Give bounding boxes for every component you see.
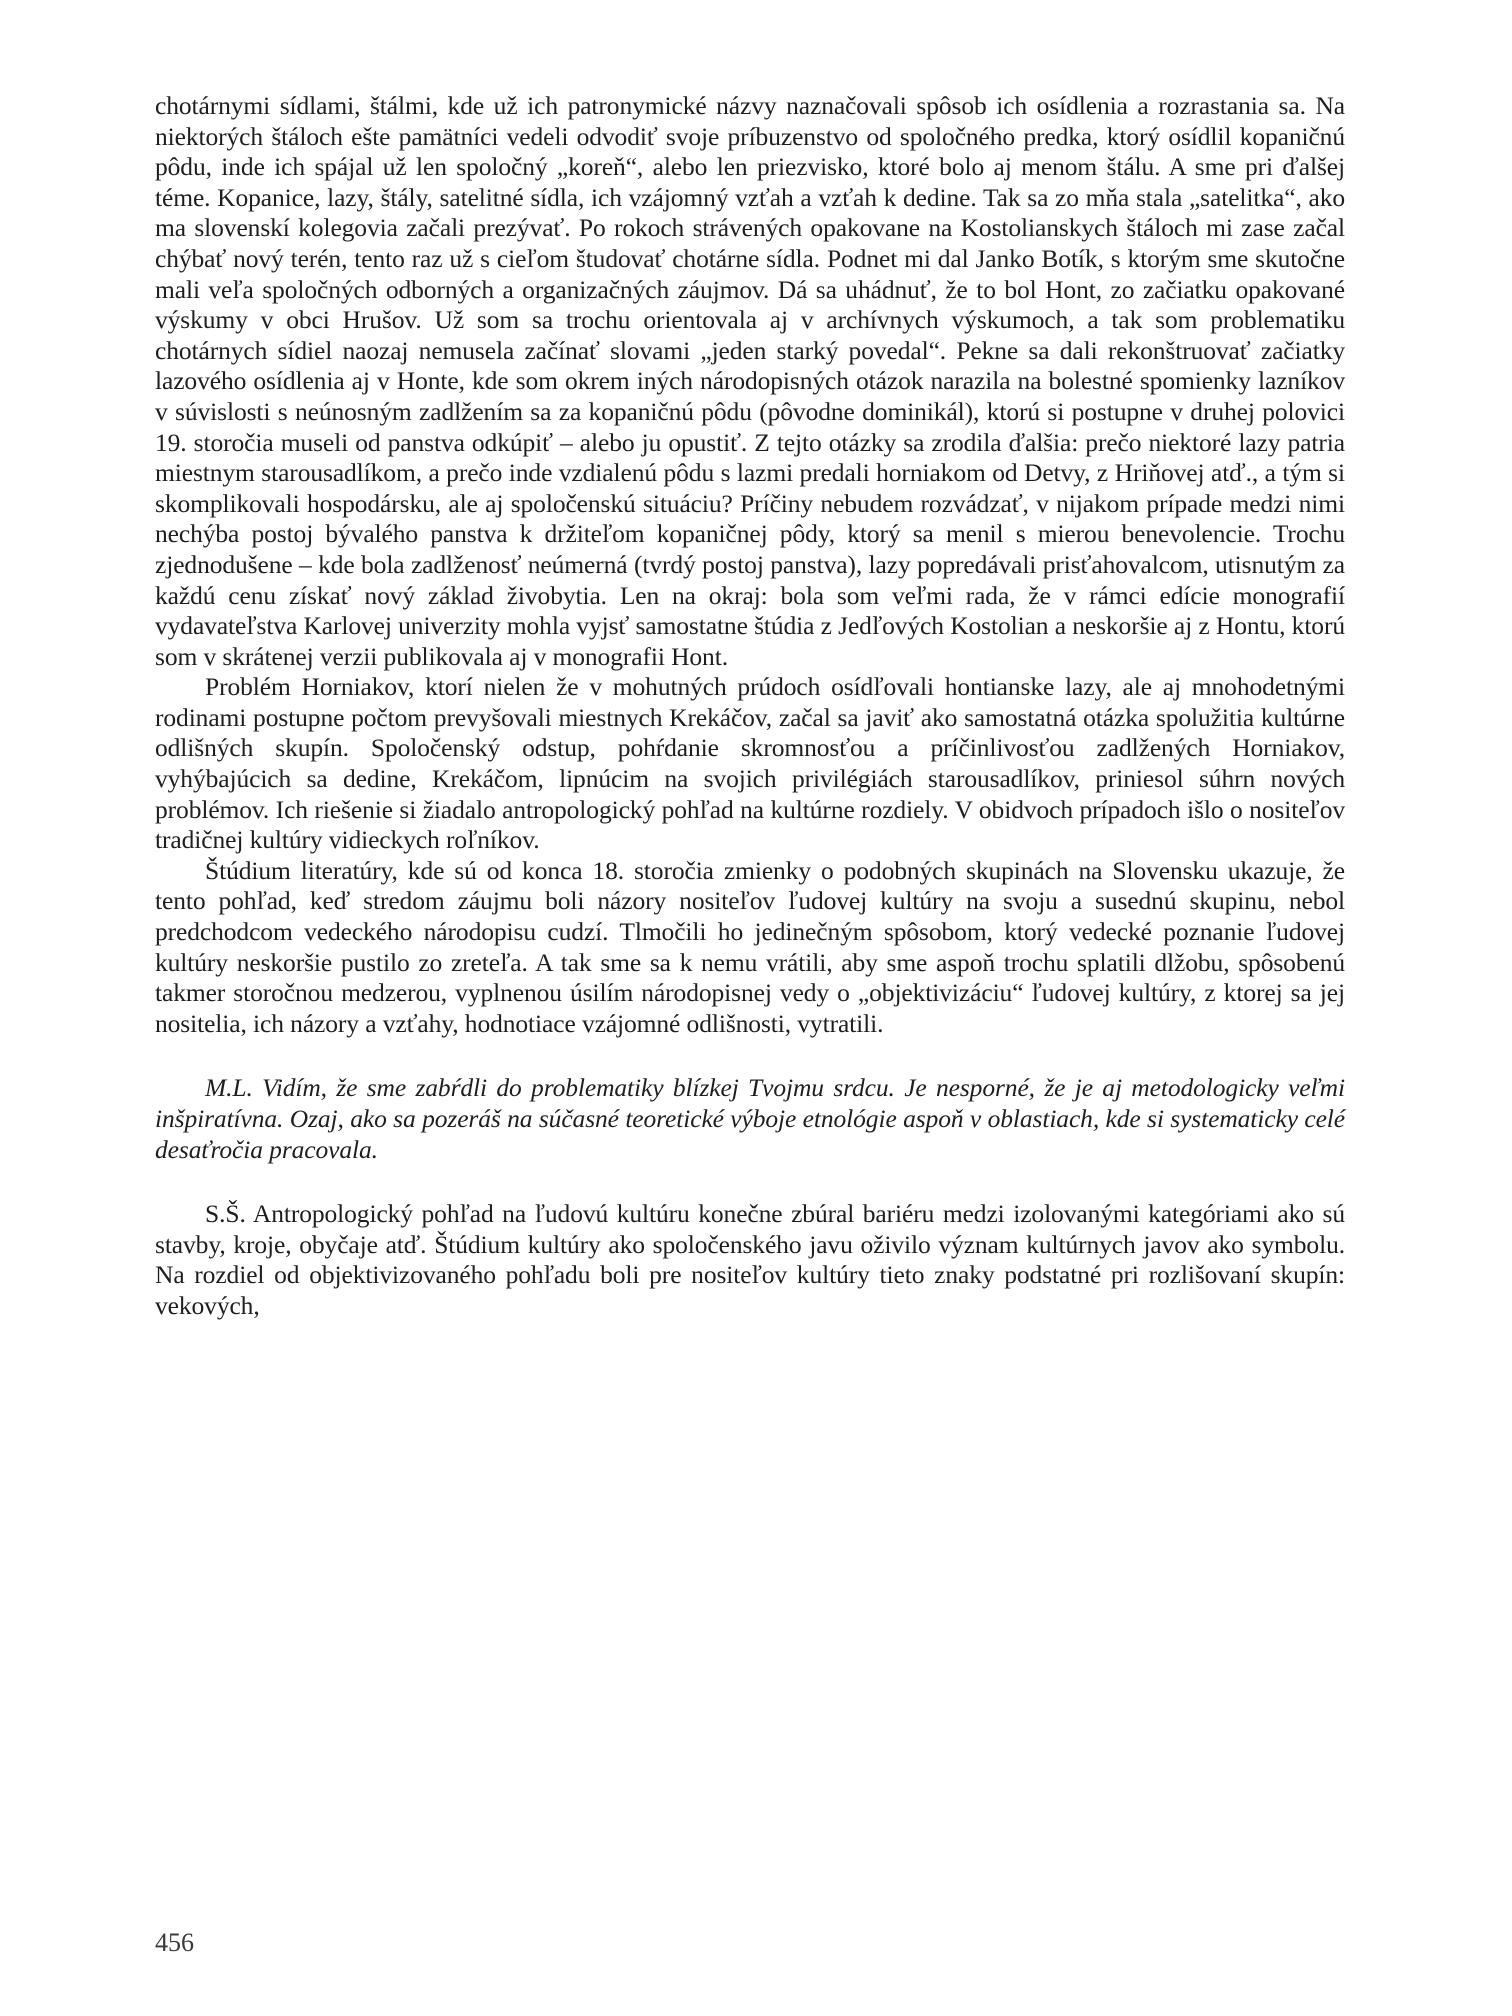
paragraph-2: Problém Horniakov, ktorí nielen že v mohutných prúdoch osídľovali hontianske lazy, ale aj mnohodetnými rodinami postupne počtom prevyšovali miestnych Krekáčov, začal sa javiť ako samostatná otázka spolužitia kultúrne odlišných skupín. Spoločenský odstup, pohŕdanie skromnosťou a príčinlivosťou zadlžených Horniakov, vyhýbajúcich sa dedine, Krekáčom, lipnúcim na svojich privilégiách starousadlíkov, priniesol súhrn nových problémov. Ich riešenie si žiadalo antropologický pohľad na kultúrne rozdiely. V obidvoch prípadoch išlo o nositeľov tradičnej kultúry vidieckych roľníkov. xyxy=(155,672,1345,855)
page-number: 456 xyxy=(155,1928,194,1957)
spacer xyxy=(155,1039,1345,1073)
paragraph-3: Štúdium literatúry, kde sú od konca 18. storočia zmienky o podobných skupinách na Slovensku ukazuje, že tento pohľad, keď stredom záujmu boli názory nositeľov ľudovej kultúry na svoju a susednú skupinu, nebol predchodcom vedeckého národopisu cudzí. Tlmočili ho jedinečným spôsobom, ktorý vedecké poznanie ľudovej kultúry neskoršie pustilo zo zreteľa. A tak sme sa k nemu vrátili, aby sme aspoň trochu splatili dlžobu, spôsobenú takmer storočnou medzerou, vyplnenou úsilím národopisnej vedy o „objektivizáciu“ ľudovej kultúry, z ktorej sa jej nositelia, ich názory a vzťahy, hodnotiace vzájomné odlišnosti, vytratili. xyxy=(155,855,1345,1038)
interviewer-question: M.L. Vidím, že sme zabŕdli do problematiky blízkej Tvojmu srdcu. Je nesporné, že je aj metodologicky veľmi inšpiratívna. Ozaj, ako sa pozeráš na súčasné teoretické výboje etnológie aspoň v oblastiach, kde si systematicky celé desaťročia pracovala. xyxy=(155,1073,1345,1164)
body-text xyxy=(155,91,1345,1322)
paragraph-1: chotárnymi sídlami, štálmi, kde už ich patronymické názvy naznačovali spôsob ich osídlenia a rozrastania sa. Na niektorých štáloch ešte pamätníci vedeli odvodiť svoje príbuzenstvo od spoločného predka, ktorý osídlil kopaničnú pôdu, inde ich spájal už len spoločný „koreň“, alebo len priezvisko, ktoré bolo aj menom štálu. A sme pri ďalšej téme. Kopanice, lazy, štály, satelitné sídla, ich vzájomný vzťah a vzťah k dedine. Tak sa zo mňa stala „satelitka“, ako ma slovenskí kolegovia začali prezývať. Po rokoch strávených opakovane na Kostolianskych štáloch mi zase začal chýbať nový terén, tento raz už s cieľom študovať chotárne sídla. Podnet mi dal Janko Botík, s ktorým sme skutočne mali veľa spoločných odborných a organizačných záujmov. Dá sa uhádnuť, že to bol Hont, zo začiatku opakované výskumy v obci Hrušov. Už som sa trochu orientovala aj v archívnych výskumoch, a tak som problematiku chotárnych sídiel naozaj nemusela začínať slovami „jeden starký povedal“. Pekne sa dali rekonštruovať začiatky lazového osídlenia aj v Honte, kde som okrem iných národopisných otázok narazila na bolestné spomienky lazníkov v súvislosti s neúnosným zadlžením sa za kopaničnú pôdu (pôvodne dominikál), ktorú si postupne v druhej polovici 19. storočia museli od panstva odkúpiť – alebo ju opustiť. Z tejto otázky sa zrodila ďalšia: prečo niektoré lazy patria miestnym starousadlíkom, a prečo inde vzdialenú pôdu s lazmi predali horniakom od Detvy, z Hriňovej atď., a tým si skomplikovali hospodársku, ale aj spoločenskú situáciu? Príčiny nebudem rozvádzať, v nijakom prípade medzi nimi nechýba postoj bývalého panstva k držiteľom kopaničnej pôdy, ktorý sa menil s mierou benevolencie. Trochu zjednodušene – kde bola zadlženosť neúmerná (tvrdý postoj panstva), lazy popredávali prisťahovalcom, utisnutým za každú cenu získať nový základ živobytia. Len na okraj: bola som veľmi rada, že v rámci edície monografií vydavateľstva Karlovej univerzity mohla vyjsť samostatne štúdia z Jedľových Kostolian a neskoršie aj z Hontu, ktorú som v skrátenej verzii publikovala aj v monografii Hont. xyxy=(155,91,1346,671)
interviewee-answer: S.Š. Antropologický pohľad na ľudovú kultúru konečne zbúral bariéru medzi izolovanými kategóriami ako sú stavby, kroje, obyčaje atď. Štúdium kultúry ako spoločenského javu oživilo význam kultúrnych javov ako symbolu. Na rozdiel od objektivizovaného pohľadu boli pre nositeľov kultúry tieto znaky podstatné pri rozlišovaní skupín: vekových, xyxy=(155,1199,1345,1320)
spacer xyxy=(155,1165,1345,1199)
